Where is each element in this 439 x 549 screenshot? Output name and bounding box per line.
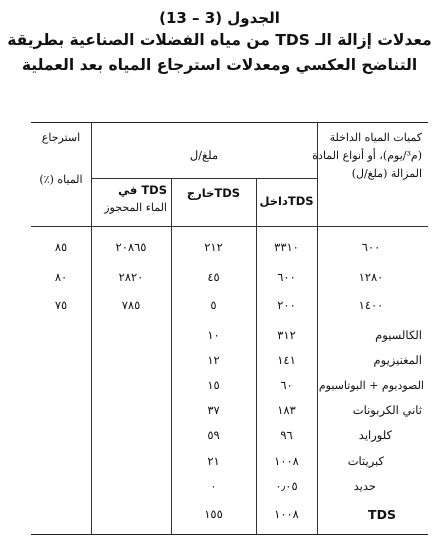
- ion-tds-out: ٣٧: [207, 403, 220, 417]
- flow-tds-out: ٥: [210, 298, 217, 312]
- table-number: الجدول (3 – 13): [159, 9, 280, 27]
- col-divider-feed: [317, 123, 318, 534]
- flow-tds-out: ٢١٢: [204, 240, 223, 254]
- ion-tds-in: ٣١٢: [277, 328, 296, 342]
- header-tds-brine-line-2: الماء المحجوز: [104, 201, 167, 214]
- total-label: TDS: [368, 507, 396, 522]
- ion-name: كلورايد: [358, 428, 392, 442]
- flow-recovery: ٨٠: [54, 270, 68, 284]
- header-tds-brine: [95, 181, 167, 217]
- flow-recovery: ٨٥: [54, 240, 68, 254]
- ion-tds-out: ٠: [210, 479, 217, 493]
- ion-name: حديد: [353, 479, 376, 493]
- ion-name: المغنيزيوم: [373, 353, 422, 367]
- ion-tds-in: ١٤١: [277, 353, 296, 367]
- header-tds-brine-line-1: TDS في: [118, 183, 167, 197]
- header-feed-line-1: كميات المياه الداخلة: [329, 131, 422, 144]
- ion-tds-out: ١٥: [207, 378, 220, 392]
- flow-tds-out: ٤٥: [207, 270, 220, 284]
- table-title-line-1: معدلات إزالة الـ TDS من مياه الفضلات الصناعية بطريقة: [7, 31, 432, 49]
- ion-name: الصوديوم + البوتاسيوم: [318, 379, 424, 392]
- ion-tds-out: ١٢: [207, 353, 220, 367]
- header-recovery-line-1: استرجاع: [41, 131, 81, 144]
- flow-tds-in: ٣٣١٠: [274, 240, 299, 254]
- ion-tds-in: ١٨٣: [277, 403, 296, 417]
- data-table: [31, 122, 428, 535]
- col-divider-brine: [91, 123, 92, 534]
- flow-feed: ١٤٠٠: [358, 298, 384, 312]
- ion-tds-in: ٠٫٠٥: [275, 479, 298, 493]
- header-recovery: [33, 129, 89, 189]
- ion-name: ثاني الكربونات: [352, 403, 422, 417]
- header-feed-line-2: (م³/يوم)، أو أنواع المادة: [312, 149, 422, 162]
- ion-name: الكالسيوم: [375, 328, 422, 342]
- header-recovery-line-2: المياه (٪): [39, 173, 83, 186]
- mgL-underline: [91, 178, 317, 179]
- total-tds-in: ١٠٠٨: [274, 507, 299, 521]
- ion-tds-in: ١٠٠٨: [274, 454, 299, 468]
- header-tds-in: TDSداخل: [259, 194, 314, 208]
- flow-tds-in: ٦٠٠: [277, 270, 296, 284]
- header-bottom-rule: [31, 226, 428, 227]
- ion-tds-out: ٢١: [207, 454, 220, 468]
- flow-feed: ١٢٨٠: [358, 270, 384, 284]
- header-feed: [312, 129, 422, 183]
- header-tds-out: TDSخارج: [186, 186, 241, 200]
- flow-tds-brine: ٧٨٥: [121, 298, 141, 312]
- total-tds-out: ١٥٥: [204, 507, 223, 521]
- table-title-line-2: التناضح العكسي ومعدلات استرجاع المياه بعد العملية: [21, 56, 418, 74]
- ion-tds-out: ١٠: [207, 328, 220, 342]
- header-feed-line-3: المزالة (ملغ/ل): [351, 167, 422, 180]
- flow-tds-brine: ٢٠٨٦٥: [115, 240, 147, 254]
- flow-feed: ٦٠٠: [361, 240, 381, 254]
- ion-tds-in: ٦٠: [280, 378, 293, 392]
- ion-name: كبريتات: [347, 454, 384, 468]
- ion-tds-out: ٥٩: [207, 428, 220, 442]
- ion-tds-in: ٩٦: [280, 428, 293, 442]
- header-mgL: ملغ/ل: [189, 148, 219, 162]
- table-caption: [0, 8, 439, 78]
- flow-tds-in: ٢٠٠: [277, 298, 296, 312]
- flow-recovery: ٧٥: [54, 298, 68, 312]
- flow-tds-brine: ٢٨٢٠: [118, 270, 144, 284]
